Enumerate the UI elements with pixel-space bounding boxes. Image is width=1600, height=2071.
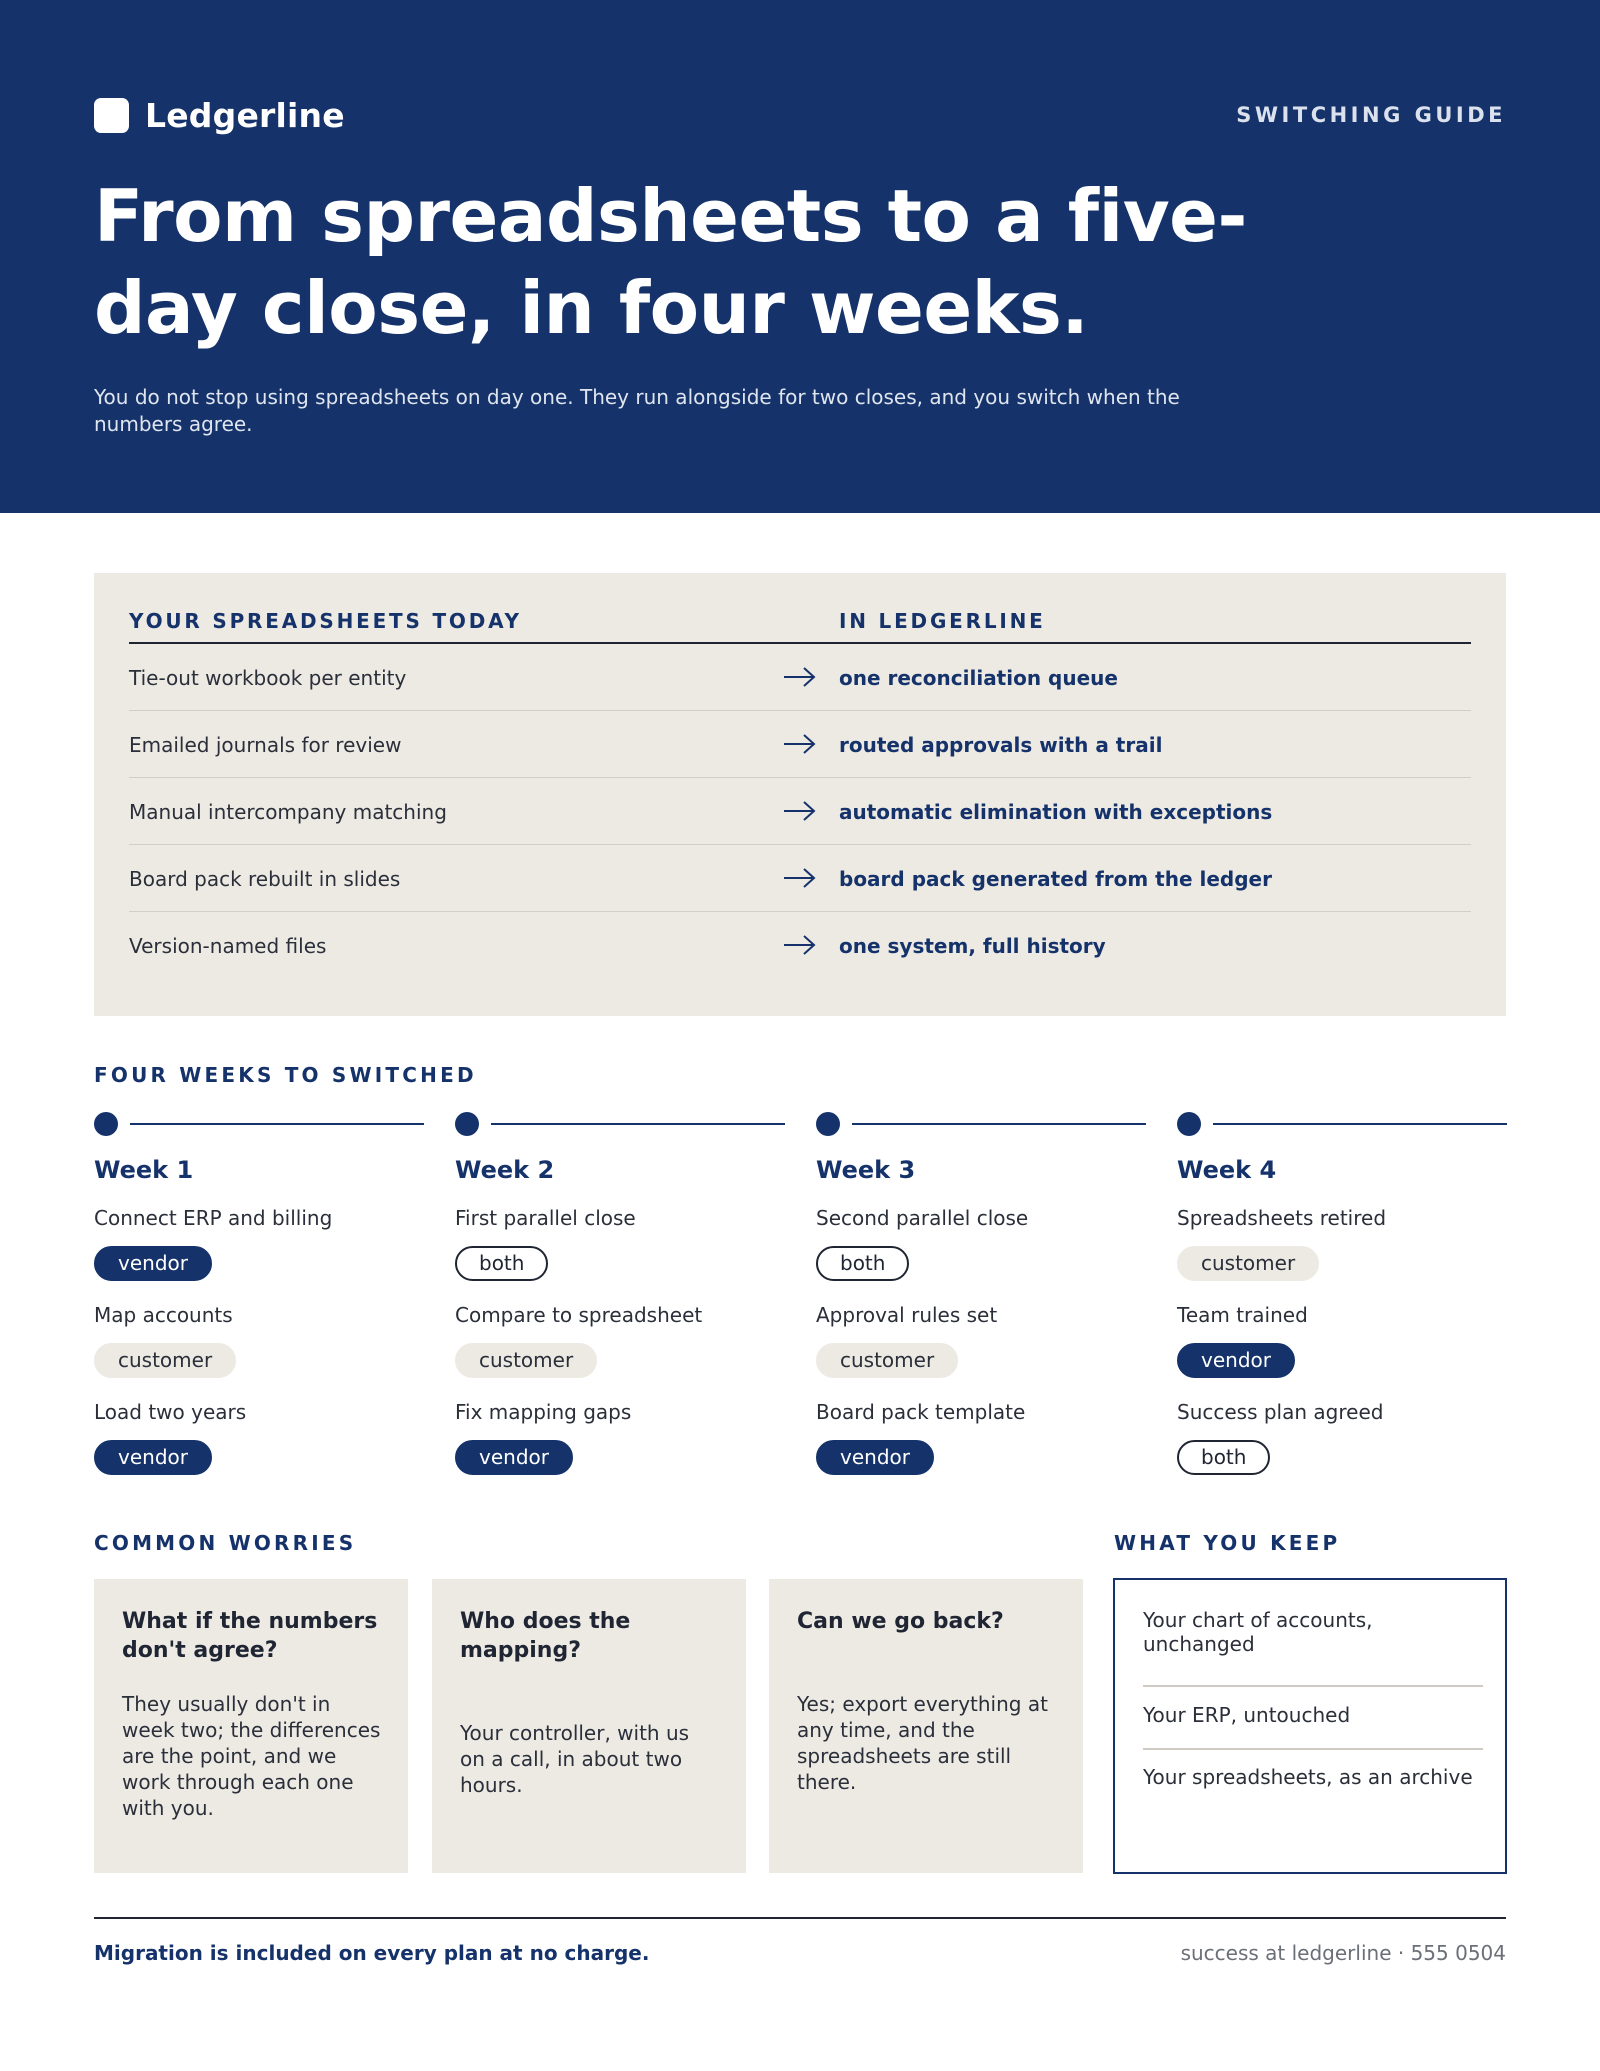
owner-badge: customer [94, 1343, 236, 1378]
comparison-from: Manual intercompany matching [129, 800, 447, 824]
owner-badge: vendor [94, 1246, 212, 1281]
task-label: Connect ERP and billing [94, 1206, 333, 1230]
task-label: Map accounts [94, 1303, 233, 1327]
week-column-4 [1177, 1112, 1507, 1482]
task-label: Spreadsheets retired [1177, 1206, 1387, 1230]
timeline-heading: FOUR WEEKS TO SWITCHED [94, 1063, 477, 1087]
comparison-to: automatic elimination with exceptions [839, 800, 1273, 824]
task-label: Fix mapping gaps [455, 1400, 632, 1424]
worry-answer: They usually don't in week two; the differences are the point, and we work through each one with you. [122, 1692, 381, 1820]
comparison-from: Version-named files [129, 934, 327, 958]
footer-note: Migration is included on every plan at no charge. [94, 1941, 650, 1965]
owner-badge: both [455, 1246, 548, 1281]
milestone-dot-icon [455, 1112, 479, 1136]
footer-divider [94, 1917, 1506, 1919]
task-item [816, 1303, 1146, 1378]
owner-badge: both [816, 1246, 909, 1281]
guide-label: SWITCHING GUIDE [1236, 103, 1506, 127]
intro-text: You do not stop using spreadsheets on day one. They run alongside for two closes, and you switch when the numbers agree. [94, 385, 1180, 436]
footer-contact[interactable]: success at ledgerline · 555 0504 [1180, 1941, 1506, 1965]
owner-badge: customer [816, 1343, 958, 1378]
task-item [94, 1206, 424, 1281]
task-label: First parallel close [455, 1206, 636, 1230]
task-item [94, 1400, 424, 1475]
task-label: Board pack template [816, 1400, 1026, 1424]
task-item [455, 1303, 785, 1378]
worry-answer: Your controller, with us on a call, in about two hours. [460, 1721, 690, 1797]
brand[interactable] [94, 96, 345, 135]
milestone-dot-icon [816, 1112, 840, 1136]
comparison-row [129, 845, 1471, 912]
owner-badge: both [1177, 1440, 1270, 1475]
task-item [816, 1400, 1146, 1475]
timeline-line [130, 1123, 424, 1125]
task-label: Second parallel close [816, 1206, 1029, 1230]
worry-card [94, 1579, 408, 1873]
comparison-row [129, 778, 1471, 845]
week-title: Week 2 [455, 1156, 555, 1184]
task-item [455, 1206, 785, 1281]
hero-banner [0, 0, 1600, 513]
comparison-from: Board pack rebuilt in slides [129, 867, 401, 891]
task-item [1177, 1303, 1507, 1378]
keep-item: Your spreadsheets, as an archive [1143, 1765, 1473, 1789]
week-title: Week 3 [816, 1156, 916, 1184]
timeline-line [491, 1123, 785, 1125]
owner-badge: vendor [455, 1440, 573, 1475]
week-title: Week 1 [94, 1156, 194, 1184]
owner-badge: vendor [816, 1440, 934, 1475]
keep-divider [1143, 1748, 1483, 1750]
arrow-right-icon [783, 733, 817, 755]
week-column-3 [816, 1112, 1146, 1482]
task-label: Approval rules set [816, 1303, 998, 1327]
owner-badge: customer [455, 1343, 597, 1378]
task-item [94, 1303, 424, 1378]
page-title: From spreadsheets to a five-day close, in four weeks. [94, 174, 1247, 350]
owner-badge: vendor [94, 1440, 212, 1475]
task-label: Load two years [94, 1400, 247, 1424]
task-label: Success plan agreed [1177, 1400, 1384, 1424]
worry-card [769, 1579, 1083, 1873]
arrow-right-icon [783, 934, 817, 956]
task-label: Team trained [1177, 1303, 1308, 1327]
milestone-dot-icon [94, 1112, 118, 1136]
task-item [1177, 1400, 1507, 1475]
comparison-to: one reconciliation queue [839, 666, 1118, 690]
task-item [455, 1400, 785, 1475]
week-column-1 [94, 1112, 424, 1482]
timeline-line [852, 1123, 1146, 1125]
keep-item: Your ERP, untouched [1143, 1703, 1351, 1727]
worry-answer: Yes; export everything at any time, and the spreadsheets are still there. [797, 1692, 1048, 1794]
task-item [1177, 1206, 1507, 1281]
comparison-to: routed approvals with a trail [839, 733, 1163, 757]
comparison-from: Tie-out workbook per entity [129, 666, 407, 690]
comparison-to: one system, full history [839, 934, 1106, 958]
comparison-heading-right: IN LEDGERLINE [839, 609, 1046, 633]
worries-heading: COMMON WORRIES [94, 1531, 357, 1555]
week-column-2 [455, 1112, 785, 1482]
logo-square-icon [94, 98, 129, 133]
keep-heading: WHAT YOU KEEP [1114, 1531, 1341, 1555]
owner-badge: vendor [1177, 1343, 1295, 1378]
worry-question: What if the numbers don't agree? [122, 1609, 378, 1663]
arrow-right-icon [783, 867, 817, 889]
comparison-from: Emailed journals for review [129, 733, 402, 757]
task-item [816, 1206, 1146, 1281]
comparison-heading-left: YOUR SPREADSHEETS TODAY [129, 609, 522, 633]
worry-card [432, 1579, 746, 1873]
owner-badge: customer [1177, 1246, 1319, 1281]
comparison-panel [94, 573, 1506, 1016]
comparison-row [129, 711, 1471, 778]
task-label: Compare to spreadsheet [455, 1303, 703, 1327]
brand-name: Ledgerline [145, 96, 345, 135]
milestone-dot-icon [1177, 1112, 1201, 1136]
keep-item: Your chart of accounts, unchanged [1143, 1608, 1373, 1656]
arrow-right-icon [783, 666, 817, 688]
worry-question: Can we go back? [797, 1609, 1004, 1634]
keep-panel [1113, 1578, 1507, 1874]
timeline-line [1213, 1123, 1507, 1125]
comparison-header [129, 609, 1471, 644]
worry-question: Who does the mapping? [460, 1609, 631, 1663]
comparison-rows [129, 644, 1471, 979]
week-title: Week 4 [1177, 1156, 1277, 1184]
arrow-right-icon [783, 800, 817, 822]
comparison-to: board pack generated from the ledger [839, 867, 1272, 891]
comparison-row [129, 912, 1471, 979]
comparison-row [129, 644, 1471, 711]
keep-divider [1143, 1685, 1483, 1687]
